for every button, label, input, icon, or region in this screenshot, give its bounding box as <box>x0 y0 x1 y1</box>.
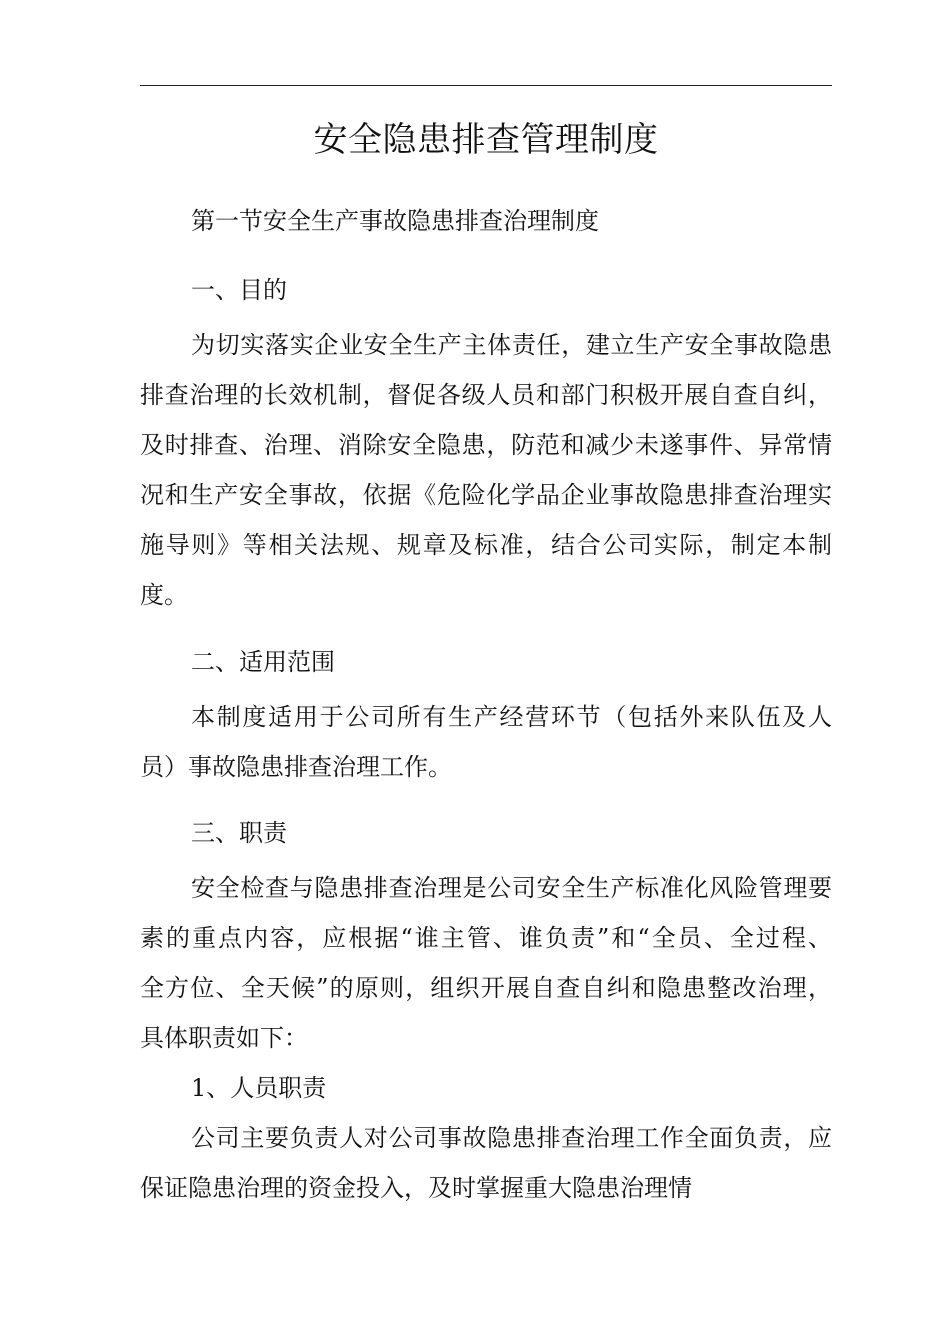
header-rule <box>140 85 832 86</box>
section-heading: 第一节安全生产事故隐患排查治理制度 <box>191 207 599 235</box>
paragraph-line: 保证隐患治理的资金投入，及时掌握重大隐患治理情 <box>140 1174 692 1202</box>
paragraph-line: 安全检查与隐患排查治理是公司安全生产标准化风险管理要 <box>191 874 832 902</box>
paragraph-line: 公司主要负责人对公司事故隐患排查治理工作全面负责，应 <box>191 1124 832 1152</box>
paragraph-line: 本制度适用于公司所有生产经营环节（包括外来队伍及人 <box>191 703 832 731</box>
heading-purpose: 一、目的 <box>191 276 287 304</box>
paragraph-line: 全方位、全天候”的原则，组织开展自查自纠和隐患整改治理， <box>140 974 832 1002</box>
paragraph-line: 度。 <box>140 581 188 609</box>
heading-scope: 二、适用范围 <box>191 648 335 676</box>
paragraph-line: 素的重点内容，应根据“谁主管、谁负责”和“全员、全过程、 <box>140 924 832 952</box>
paragraph-line: 为切实落实企业安全生产主体责任，建立生产安全事故隐患 <box>191 331 832 359</box>
subheading-personnel-duties: 1、人员职责 <box>191 1074 327 1102</box>
heading-duties: 三、职责 <box>191 819 287 847</box>
paragraph-line: 具体职责如下： <box>140 1024 308 1052</box>
paragraph-line: 排查治理的长效机制，督促各级人员和部门积极开展自查自纠， <box>140 381 832 409</box>
paragraph-line: 及时排查、治理、消除安全隐患，防范和减少未遂事件、异常情 <box>140 431 832 459</box>
paragraph-line: 施导则》等相关法规、规章及标准，结合公司实际，制定本制 <box>140 531 832 559</box>
paragraph-line: 况和生产安全事故，依据《危险化学品企业事故隐患排查治理实 <box>140 481 832 509</box>
paragraph-line: 员）事故隐患排查治理工作。 <box>140 753 452 781</box>
document-title: 安全隐患排查管理制度 <box>313 120 659 160</box>
